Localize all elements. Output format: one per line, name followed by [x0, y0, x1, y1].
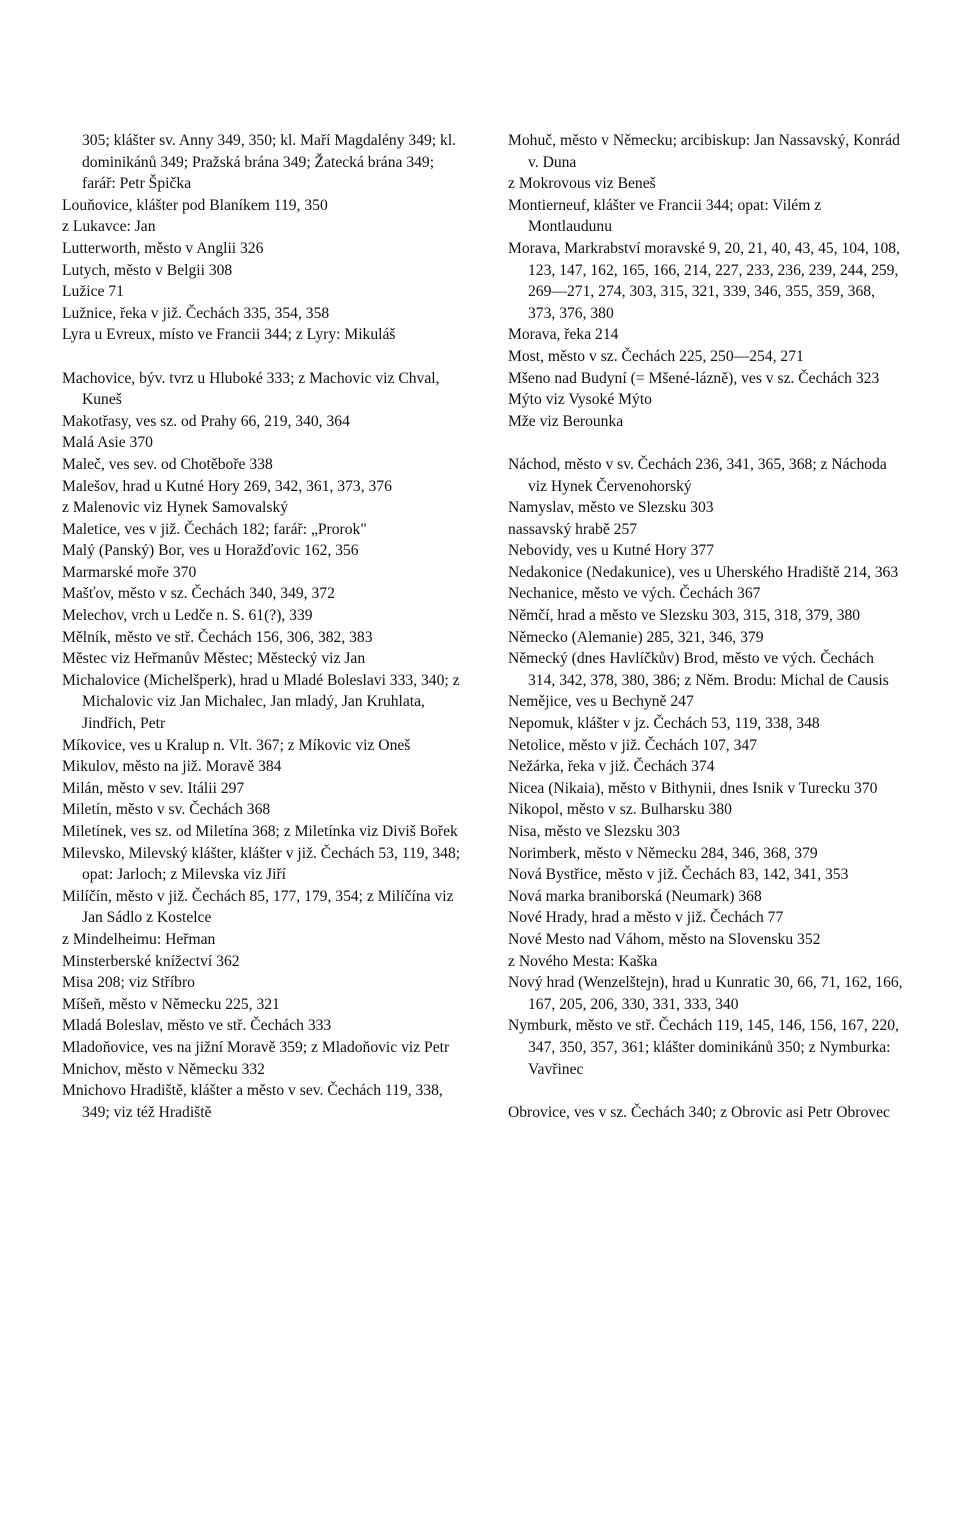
index-entry: Nedakonice (Nedakunice), ves u Uherského Hradiště 214, 363: [508, 563, 899, 581]
index-entry: Nymburk, město ve stř. Čechách 119, 145, 146, 156, 167, 220, 347, 350, 357, 361; klášter dominikánů 350; z Nymburka: Vavřinec: [508, 1017, 899, 1078]
index-entry: Malešov, hrad u Kutné Hory 269, 342, 361, 373, 376: [62, 477, 392, 495]
index-entry: Nisa, město ve Slezsku 303: [508, 823, 680, 840]
index-entry: Lužnice, řeka v již. Čechách 335, 354, 358: [62, 304, 330, 322]
index-entry: Morava, Markrabství moravské 9, 20, 21, 40, 43, 45, 104, 108, 123, 147, 162, 165, 166, 214, 227, 233, 236, 239, 244, 259, 269—271, 274, 303, 315, 321, 339, 346, 355, 359, 368, 373, 376, 380: [508, 239, 900, 322]
section-gap: [508, 1080, 903, 1102]
index-entry: Mže viz Berounka: [508, 412, 624, 430]
index-entry: Mikulov, město na již. Moravě 384: [62, 758, 282, 776]
section-gap: [62, 346, 462, 368]
index-entry: Mšeno nad Budyní (= Mšené-lázně), ves v sz. Čechách 323: [508, 369, 880, 387]
index-entry: Most, město v sz. Čechách 225, 250—254, 271: [508, 347, 804, 365]
index-entry: Lutterworth, město v Anglii 326: [62, 239, 264, 257]
index-entry: Mohuč, město v Německu; arcibiskup: Jan Nassavský, Konrád v. Duna: [508, 132, 900, 171]
index-entry: Norimberk, město v Německu 284, 346, 368, 379: [508, 844, 818, 862]
index-entry: Namyslav, město ve Slezsku 303: [508, 499, 714, 517]
index-entry: Milíčín, město v již. Čechách 85, 177, 179, 354; z Milíčína viz Jan Sádlo z Kostelce: [62, 887, 454, 927]
index-entry: Nepomuk, klášter v jz. Čechách 53, 119, 338, 348: [508, 715, 820, 733]
index-entry: Obrovice, ves v sz. Čechách 340; z Obrovic asi Petr Obrovec: [508, 1103, 890, 1121]
section-gap: [508, 432, 903, 454]
index-entry: Milevsko, Milevský klášter, klášter v již. Čechách 53, 119, 348; opat: Jarloch; z Milevska viz Jiří: [62, 844, 461, 884]
index-entry: Německo (Alemanie) 285, 321, 346, 379: [508, 628, 764, 646]
index-entry: z Mindelheimu: Heřman: [62, 930, 216, 948]
index-entry: Nikopol, město v sz. Bulharsku 380: [508, 801, 732, 819]
index-entry: Netolice, město v již. Čechách 107, 347: [508, 736, 757, 754]
index-entry: 305; klášter sv. Anny 349, 350; kl. Maří Magdalény 349; kl. dominikánů 349; Pražská brána 349; Žatecká brána 349; farář: Petr Špička: [82, 132, 457, 193]
index-entry: z Nového Mesta: Kaška: [508, 952, 658, 970]
index-entry: z Malenovic viz Hynek Samovalský: [62, 499, 289, 517]
index-entry: Miletín, město v sv. Čechách 368: [62, 801, 271, 819]
index-entry: Němčí, hrad a město ve Slezsku 303, 315, 318, 379, 380: [508, 607, 861, 625]
index-entry: Mýto viz Vysoké Mýto: [508, 391, 652, 409]
index-entry: Morava, řeka 214: [508, 326, 619, 344]
index-entry: z Mokrovous viz Beneš: [508, 175, 656, 193]
index-entry: Náchod, město v sv. Čechách 236, 341, 365, 368; z Náchoda viz Hynek Červenohorský: [508, 455, 887, 495]
index-entry: Makotřasy, ves sz. od Prahy 66, 219, 340, 364: [62, 412, 350, 430]
index-entry: nassavský hrabě 257: [508, 520, 638, 538]
index-entry: Nicea (Nikaia), město v Bithynii, dnes Isnik v Turecku 370: [508, 779, 878, 797]
index-entry: Nová Bystřice, město v již. Čechách 83, 142, 341, 353: [508, 866, 849, 884]
index-entry: Míkovice, ves u Kralup n. Vlt. 367; z Míkovic viz Oneš: [62, 736, 411, 754]
index-entry: Nová marka braniborská (Neumark) 368: [508, 887, 762, 905]
index-entry: Mladá Boleslav, město ve stř. Čechách 333: [62, 1017, 332, 1035]
index-entry: Lužice 71: [62, 283, 124, 301]
index-entry: Mladoňovice, ves na jižní Moravě 359; z Mladoňovic viz Petr: [62, 1038, 450, 1056]
index-entry: Mělník, město ve stř. Čechách 156, 306, 382, 383: [62, 628, 373, 646]
index-entry: Mnichov, město v Německu 332: [62, 1060, 265, 1078]
index-entry: Misa 208; viz Stříbro: [62, 974, 195, 992]
index-entry: Melechov, vrch u Ledče n. S. 61(?), 339: [62, 607, 313, 625]
index-entry: Lutych, město v Belgii 308: [62, 261, 233, 279]
index-entry: Malá Asie 370: [62, 434, 153, 452]
index-entry: Mnichovo Hradiště, klášter a město v sev. Čechách 119, 338, 349; viz též Hradiště: [62, 1082, 443, 1121]
index-entry: Miletínek, ves sz. od Miletína 368; z Miletínka viz Diviš Bořek: [62, 823, 458, 840]
index-entry: Nemějice, ves u Bechyně 247: [508, 693, 694, 711]
index-entry: Maletice, ves v již. Čechách 182; farář: „Prorok": [62, 520, 367, 538]
index-entry: Montierneuf, klášter ve Francii 344; opat: Vilém z Montlaudunu: [508, 196, 822, 236]
index-entry: Nový hrad (Wenzelštejn), hrad u Kunratic 30, 66, 71, 162, 166, 167, 205, 206, 330, 331, 333, 340: [508, 974, 903, 1013]
index-entry: Nechanice, město ve vých. Čechách 367: [508, 585, 761, 603]
index-column-right: [508, 130, 903, 1123]
index-entry: Malý (Panský) Bor, ves u Horažďovic 162, 356: [62, 542, 359, 560]
index-entry: Mašťov, město v sz. Čechách 340, 349, 372: [62, 585, 335, 603]
index-entry: z Lukavce: Jan: [62, 218, 156, 236]
index-entry: Maleč, ves sev. od Chotěboře 338: [62, 455, 273, 473]
index-entry: Nové Hrady, hrad a město v již. Čechách 77: [508, 909, 784, 927]
index-entry: Nebovidy, ves u Kutné Hory 377: [508, 542, 715, 560]
index-entry: Nové Mesto nad Váhom, město na Slovensku 352: [508, 930, 821, 948]
index-entry: Lyra u Evreux, místo ve Francii 344; z Lyry: Mikuláš: [62, 326, 396, 344]
index-entry: Marmarské moře 370: [62, 563, 197, 581]
index-entry: Louňovice, klášter pod Blaníkem 119, 350: [62, 196, 328, 214]
index-entry: Milán, město v sev. Itálii 297: [62, 779, 245, 797]
index-entry: Michalovice (Michelšperk), hrad u Mladé Boleslavi 333, 340; z Michalovic viz Jan Michalec, Jan mladý, Jan Kruhlata, Jindřich, Petr: [62, 671, 460, 733]
index-entry: Nežárka, řeka v již. Čechách 374: [508, 758, 715, 776]
index-column-left: [62, 130, 462, 1123]
index-entry: Městec viz Heřmanův Městec; Městecký viz Jan: [62, 650, 366, 668]
index-entry: Machovice, býv. tvrz u Hluboké 333; z Machovic viz Chval, Kuneš: [62, 369, 440, 409]
index-entry: Německý (dnes Havlíčkův) Brod, město ve vých. Čechách 314, 342, 378, 380, 386; z Něm. Brodu: Michal de Causis: [508, 650, 889, 689]
index-entry: Míšeň, město v Německu 225, 321: [62, 995, 280, 1013]
index-entry: Minsterberské knížectví 362: [62, 952, 240, 970]
